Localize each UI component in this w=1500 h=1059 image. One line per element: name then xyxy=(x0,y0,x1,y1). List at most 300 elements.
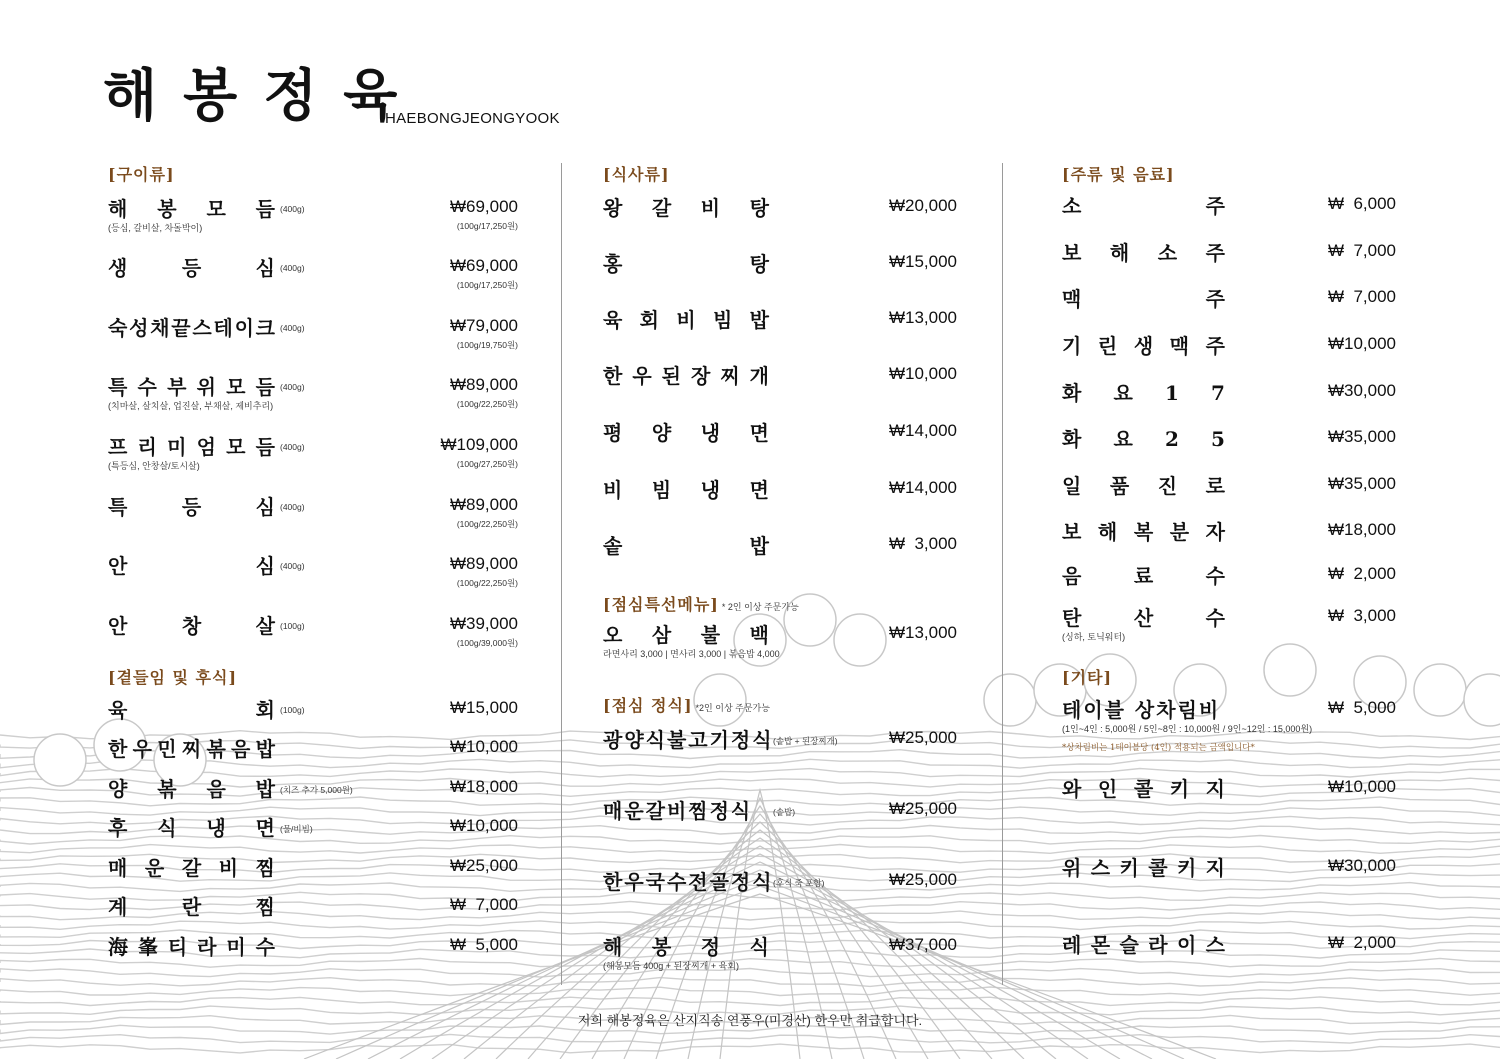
name-char: 민 xyxy=(157,737,177,761)
name-char: 비 xyxy=(218,856,239,880)
item-weight: (물/비빔) xyxy=(280,824,313,834)
name-char: 오 xyxy=(603,623,623,647)
menu-item xyxy=(603,251,958,281)
name-char: 계 xyxy=(108,895,128,919)
name-char: 맥 xyxy=(1062,287,1082,311)
item-price: ₩14,000 xyxy=(888,421,957,440)
item-price: ₩ 7,000 xyxy=(1327,241,1396,260)
name-char: 밥 xyxy=(749,534,769,558)
name-char: 크 xyxy=(255,316,275,340)
name-char: 티 xyxy=(167,935,188,959)
menu-item xyxy=(1062,286,1398,316)
menu-item xyxy=(603,727,958,757)
item-name xyxy=(108,855,275,881)
menu-item xyxy=(1062,333,1398,363)
name-char: 평 xyxy=(603,421,623,445)
item-unit-price: (100g/22,250원) xyxy=(456,399,518,409)
name-char: 이 xyxy=(234,316,254,340)
item-price: ₩ 5,000 xyxy=(449,935,518,954)
name-char: 7 xyxy=(1211,381,1225,405)
name-char: 음 xyxy=(1062,564,1082,588)
name-char: 탕 xyxy=(749,196,769,220)
menu-item xyxy=(603,195,958,225)
menu-item xyxy=(603,307,958,337)
name-char: 운 xyxy=(144,856,165,880)
name-char: 소 xyxy=(1157,241,1178,265)
item-unit-price: (100g/27,250원) xyxy=(456,459,518,469)
name-char: 스 xyxy=(1205,933,1225,957)
name-char: 모 xyxy=(226,435,246,459)
item-name xyxy=(108,196,275,222)
column-divider xyxy=(561,163,562,985)
name-char: 찜 xyxy=(255,895,275,919)
name-char: 보 xyxy=(1062,520,1082,544)
name-char: 장 xyxy=(690,364,711,388)
name-char: 테 xyxy=(213,316,233,340)
menu-item xyxy=(108,255,520,290)
name-char: 콜 xyxy=(1148,856,1168,880)
name-char: 수 xyxy=(1205,606,1225,630)
item-name xyxy=(603,420,769,446)
name-char: 개 xyxy=(749,364,769,388)
name-char: 안 xyxy=(108,554,128,578)
item-price: ₩ 3,000 xyxy=(888,534,957,553)
name-char: 수 xyxy=(255,935,275,959)
section-title: [기타] xyxy=(1062,668,1113,687)
item-name xyxy=(1062,240,1225,266)
item-price: ₩79,000 xyxy=(449,316,518,335)
name-char: 엄 xyxy=(196,435,216,459)
section-title: [구이류] xyxy=(108,165,175,184)
item-price: ₩18,000 xyxy=(1327,520,1396,539)
item-price: ₩25,000 xyxy=(888,799,957,818)
name-char: 키 xyxy=(1169,777,1190,801)
name-char: 듬 xyxy=(255,197,275,221)
name-char: 료 xyxy=(1133,564,1154,588)
menu-item xyxy=(108,776,520,806)
item-price: ₩89,000 xyxy=(449,375,518,394)
name-char: 일 xyxy=(1062,474,1082,498)
name-char: 솥 xyxy=(603,534,623,558)
item-name xyxy=(1062,380,1225,406)
section-title: [점심 정식] xyxy=(603,696,693,715)
item-name xyxy=(108,613,275,639)
item-weight: (솥밥 + 된장찌개) xyxy=(773,736,838,746)
item-price: ₩ 3,000 xyxy=(1327,606,1396,625)
item-name: 한우국수전골정식 xyxy=(603,870,774,894)
name-char: 위 xyxy=(1062,856,1082,880)
item-price: ₩ 2,000 xyxy=(1327,564,1396,583)
section-heading xyxy=(603,693,770,716)
name-char: 찌 xyxy=(720,364,740,388)
name-char: 불 xyxy=(700,623,721,647)
name-char: 밥 xyxy=(749,308,769,332)
item-name xyxy=(1062,605,1225,631)
item-price: ₩13,000 xyxy=(888,623,957,642)
name-char: 양 xyxy=(651,421,672,445)
name-char: 주 xyxy=(1205,287,1225,311)
name-char: 탄 xyxy=(1062,606,1082,630)
name-char: 이 xyxy=(1176,933,1197,957)
menu-item xyxy=(108,815,520,845)
item-price: ₩ 6,000 xyxy=(1327,194,1396,213)
item-description: (치마살, 살치살, 업진살, 부채살, 제비추리) xyxy=(108,401,274,411)
item-weight: (400g) xyxy=(280,561,305,571)
item-description: (1인~4인 : 5,000원 / 5인~8인 : 10,000원 / 9인~12인 : 15,000원) xyxy=(1062,724,1313,734)
name-char: 지 xyxy=(1205,777,1225,801)
name-char: 라 xyxy=(1148,933,1168,957)
menu-item xyxy=(603,363,958,393)
name-char: 품 xyxy=(1109,474,1130,498)
name-char: 스 xyxy=(192,316,212,340)
item-price: ₩13,000 xyxy=(888,308,957,327)
name-char: 육 xyxy=(108,698,128,722)
name-char: 해 xyxy=(108,197,128,221)
name-char: 기 xyxy=(1062,334,1082,358)
name-char: 해 xyxy=(1097,520,1118,544)
name-char: 매 xyxy=(108,856,128,880)
name-char: 보 xyxy=(1062,241,1082,265)
section-title: [식사류] xyxy=(603,165,670,184)
name-char: 봉 xyxy=(157,197,177,221)
item-name xyxy=(603,533,769,559)
item-name xyxy=(108,553,275,579)
item-name: 광양식불고기정식 xyxy=(603,728,774,752)
item-name: 테이블 상차림비 xyxy=(1062,698,1221,722)
name-char: 갈 xyxy=(651,196,672,220)
name-char: 한 xyxy=(603,364,623,388)
item-name xyxy=(603,477,769,503)
item-unit-price: (100g/39,000원) xyxy=(456,638,518,648)
name-char: 갈 xyxy=(181,856,202,880)
name-char: 특 xyxy=(108,375,128,399)
name-char: 창 xyxy=(181,614,202,638)
item-name xyxy=(1062,473,1225,499)
name-char: 정 xyxy=(700,935,721,959)
item-price: ₩20,000 xyxy=(888,196,957,215)
name-char: 식 xyxy=(157,816,177,840)
name-char: 海 xyxy=(108,935,128,959)
menu-item xyxy=(1062,932,1398,962)
menu-item xyxy=(1062,380,1398,410)
menu-item xyxy=(1062,240,1398,270)
item-price: ₩14,000 xyxy=(888,478,957,497)
item-price: ₩109,000 xyxy=(440,435,518,454)
name-char: 백 xyxy=(749,623,769,647)
item-price: ₩10,000 xyxy=(449,816,518,835)
name-char: 생 xyxy=(1133,334,1154,358)
name-char: 위 xyxy=(196,375,216,399)
item-unit-price: (100g/22,250원) xyxy=(456,519,518,529)
item-name: 매운갈비찜정식 xyxy=(603,799,753,823)
menu-item xyxy=(108,494,520,529)
name-char: 등 xyxy=(181,495,202,519)
name-char: 주 xyxy=(1205,241,1225,265)
name-char: 미 xyxy=(167,435,187,459)
item-price: ₩69,000 xyxy=(449,256,518,275)
item-price: ₩35,000 xyxy=(1327,474,1396,493)
item-name xyxy=(1062,563,1225,589)
item-description: (싱하, 토닉워터) xyxy=(1062,632,1126,642)
name-char: 면 xyxy=(749,478,769,502)
section-note: * 2인 이상 주문가능 xyxy=(721,602,799,612)
name-char: 수 xyxy=(137,375,157,399)
name-char: 삼 xyxy=(651,623,672,647)
brand-title: 해봉정육 xyxy=(103,63,424,129)
footer-note: 저희 해봉정육은 산지직송 연풍우(미경산) 한우만 취급합니다. xyxy=(577,1013,923,1028)
item-weight: (400g) xyxy=(280,323,305,333)
item-price: ₩ 7,000 xyxy=(1327,287,1396,306)
name-char: 요 xyxy=(1113,427,1133,451)
name-char: 키 xyxy=(1176,856,1197,880)
name-char: 특 xyxy=(108,495,128,519)
item-price: ₩ 5,000 xyxy=(1327,698,1396,717)
menu-item xyxy=(108,315,520,350)
menu-item xyxy=(1062,426,1398,456)
item-unit-price: (100g/19,750원) xyxy=(456,340,518,350)
item-weight: (100g) xyxy=(280,621,305,631)
item-price: ₩25,000 xyxy=(888,870,957,889)
menu-item xyxy=(603,622,958,659)
name-char: 레 xyxy=(1062,933,1082,957)
name-char: 회 xyxy=(255,698,275,722)
item-description: (해봉모듬 400g + 된장찌개 + 육회) xyxy=(603,961,739,971)
item-price: ₩39,000 xyxy=(449,614,518,633)
name-char: 듬 xyxy=(255,375,275,399)
item-price: ₩89,000 xyxy=(449,554,518,573)
menu-item xyxy=(1062,776,1398,806)
name-char: 숙 xyxy=(108,316,128,340)
item-price: ₩25,000 xyxy=(888,728,957,747)
item-name xyxy=(603,307,769,333)
name-char: 스 xyxy=(1090,856,1111,880)
item-name xyxy=(603,195,769,221)
item-price: ₩25,000 xyxy=(449,856,518,875)
item-unit-price: (100g/22,250원) xyxy=(456,578,518,588)
name-char: 냉 xyxy=(700,421,721,445)
item-price: ₩30,000 xyxy=(1327,381,1396,400)
name-char: 살 xyxy=(255,614,275,638)
item-name xyxy=(108,315,275,341)
section-heading xyxy=(603,592,799,615)
item-weight: (400g) xyxy=(280,442,305,452)
item-price: ₩69,000 xyxy=(449,197,518,216)
name-char: 수 xyxy=(1205,564,1225,588)
name-char: 린 xyxy=(1097,334,1118,358)
menu-item xyxy=(1062,519,1398,549)
name-char: 음 xyxy=(231,737,251,761)
name-char: 비 xyxy=(700,196,721,220)
name-char: 된 xyxy=(661,364,681,388)
menu-item xyxy=(108,553,520,588)
item-unit-price: (100g/17,250원) xyxy=(456,280,518,290)
name-char: 요 xyxy=(1113,381,1133,405)
name-char: 밥 xyxy=(255,737,275,761)
name-char: 홍 xyxy=(603,252,623,276)
item-weight: (100g) xyxy=(280,705,305,715)
menu-item xyxy=(108,894,520,924)
name-char: 끝 xyxy=(171,316,191,340)
item-name xyxy=(1062,193,1225,219)
item-weight: (치즈 추가 5,000원) xyxy=(280,785,353,795)
item-price: ₩35,000 xyxy=(1327,427,1396,446)
menu-item xyxy=(1062,193,1398,223)
name-char: 분 xyxy=(1169,520,1190,544)
name-char: 2 xyxy=(1164,427,1179,451)
name-char: 냉 xyxy=(206,816,226,840)
menu-item xyxy=(108,434,520,471)
name-char: 왕 xyxy=(603,196,623,220)
name-char: 콜 xyxy=(1133,777,1154,801)
name-char: 맥 xyxy=(1169,334,1190,358)
name-char: 부 xyxy=(167,375,187,399)
name-char: 모 xyxy=(226,375,246,399)
name-char: 냉 xyxy=(700,478,721,502)
menu-item xyxy=(108,855,520,885)
menu-item xyxy=(603,798,958,828)
item-name xyxy=(108,255,275,281)
name-char: 소 xyxy=(1062,194,1082,218)
name-char: 양 xyxy=(108,777,128,801)
item-name xyxy=(108,934,275,960)
item-description: (특등심, 안창살/토시살) xyxy=(108,461,200,471)
name-char: 지 xyxy=(1205,856,1225,880)
name-char: 자 xyxy=(1205,520,1225,544)
item-name xyxy=(108,776,275,802)
name-char: 음 xyxy=(206,777,226,801)
menu-item xyxy=(108,374,520,411)
item-price: ₩37,000 xyxy=(888,935,957,954)
name-char: 키 xyxy=(1119,856,1139,880)
name-char: 밥 xyxy=(255,777,275,801)
item-price: ₩10,000 xyxy=(1327,777,1396,796)
name-char: 육 xyxy=(603,308,623,332)
name-char: 5 xyxy=(1211,427,1225,451)
section-title: [점심특선메뉴] xyxy=(603,595,719,614)
section-heading xyxy=(108,162,175,185)
item-name xyxy=(108,736,275,762)
name-char: 우 xyxy=(132,737,152,761)
name-char: 화 xyxy=(1062,381,1082,405)
name-char: 모 xyxy=(206,197,226,221)
table-fee-notice: *상차림비는 1테이블당 (4인) 적용되는 금액입니다* xyxy=(1062,743,1255,753)
item-weight: (400g) xyxy=(280,263,305,273)
menu-item xyxy=(603,869,958,899)
item-price: ₩89,000 xyxy=(449,495,518,514)
name-char: 듬 xyxy=(255,435,275,459)
item-name xyxy=(1062,519,1225,545)
name-char: 프 xyxy=(108,435,128,459)
name-char: 해 xyxy=(1109,241,1130,265)
name-char: 심 xyxy=(255,495,275,519)
item-name xyxy=(1062,932,1225,958)
name-char: 진 xyxy=(1157,474,1178,498)
item-price: ₩15,000 xyxy=(449,698,518,717)
section-heading xyxy=(1062,162,1175,185)
item-name xyxy=(603,934,769,960)
name-char: 리 xyxy=(137,435,157,459)
menu-item xyxy=(108,697,520,727)
name-char: 생 xyxy=(108,256,128,280)
menu-item xyxy=(1062,473,1398,503)
name-char: 면 xyxy=(255,816,275,840)
name-char: 후 xyxy=(108,816,128,840)
name-char: 몬 xyxy=(1090,933,1111,957)
menu-item xyxy=(108,934,520,964)
name-char: 볶 xyxy=(206,737,226,761)
item-name xyxy=(603,622,769,648)
item-name xyxy=(108,494,275,520)
name-char: 주 xyxy=(1205,334,1225,358)
item-description: 라면사리 3,000 | 면사리 3,000 | 볶음밥 4,000 xyxy=(603,649,780,659)
item-name xyxy=(108,697,275,723)
section-heading xyxy=(108,665,237,688)
item-price: ₩18,000 xyxy=(449,777,518,796)
section-title: [주류 및 음료] xyxy=(1062,165,1175,184)
item-price: ₩30,000 xyxy=(1327,856,1396,875)
menu-item xyxy=(1062,697,1398,734)
item-unit-price: (100g/17,250원) xyxy=(456,221,518,231)
item-name xyxy=(108,374,275,400)
name-char: 채 xyxy=(150,316,170,340)
item-weight: (400g) xyxy=(280,204,305,214)
name-char: 인 xyxy=(1097,777,1118,801)
name-char: 면 xyxy=(749,421,769,445)
menu-item xyxy=(1062,605,1398,642)
name-char: 찌 xyxy=(181,737,202,761)
name-char: 로 xyxy=(1205,474,1225,498)
name-char: 峯 xyxy=(137,935,158,959)
item-weight: (400g) xyxy=(280,502,305,512)
item-name xyxy=(108,894,275,920)
name-char: 1 xyxy=(1164,381,1179,405)
menu-item xyxy=(108,613,520,648)
item-price: ₩10,000 xyxy=(888,364,957,383)
item-name xyxy=(108,815,275,841)
name-char: 우 xyxy=(632,364,652,388)
name-char: 봉 xyxy=(651,935,672,959)
item-name xyxy=(1062,333,1225,359)
name-char: 복 xyxy=(1133,520,1154,544)
name-char: 심 xyxy=(255,554,275,578)
brand-subtitle: HAEBONGJEONGYOOK xyxy=(385,110,560,127)
item-name xyxy=(1062,426,1225,452)
name-char: 심 xyxy=(255,256,275,280)
name-char: 주 xyxy=(1205,194,1225,218)
name-char: 비 xyxy=(603,478,623,502)
item-weight: (후식 죽 포함) xyxy=(773,878,825,888)
menu-item xyxy=(603,477,958,507)
name-char: 성 xyxy=(129,316,149,340)
menu-item xyxy=(603,934,958,971)
menu-item xyxy=(108,196,520,233)
name-char: 탕 xyxy=(749,252,769,276)
item-price: ₩10,000 xyxy=(1327,334,1396,353)
name-char: 빔 xyxy=(712,308,733,332)
item-name xyxy=(1062,776,1225,802)
item-name xyxy=(603,251,769,277)
item-price: ₩10,000 xyxy=(449,737,518,756)
name-char: 산 xyxy=(1133,606,1154,630)
menu-item xyxy=(1062,855,1398,885)
name-char: 슬 xyxy=(1119,933,1139,957)
item-weight: (400g) xyxy=(280,382,305,392)
item-name xyxy=(1062,855,1225,881)
item-price: ₩ 2,000 xyxy=(1327,933,1396,952)
name-char: 빔 xyxy=(651,478,672,502)
name-char: 비 xyxy=(676,308,696,332)
menu-item xyxy=(108,736,520,766)
